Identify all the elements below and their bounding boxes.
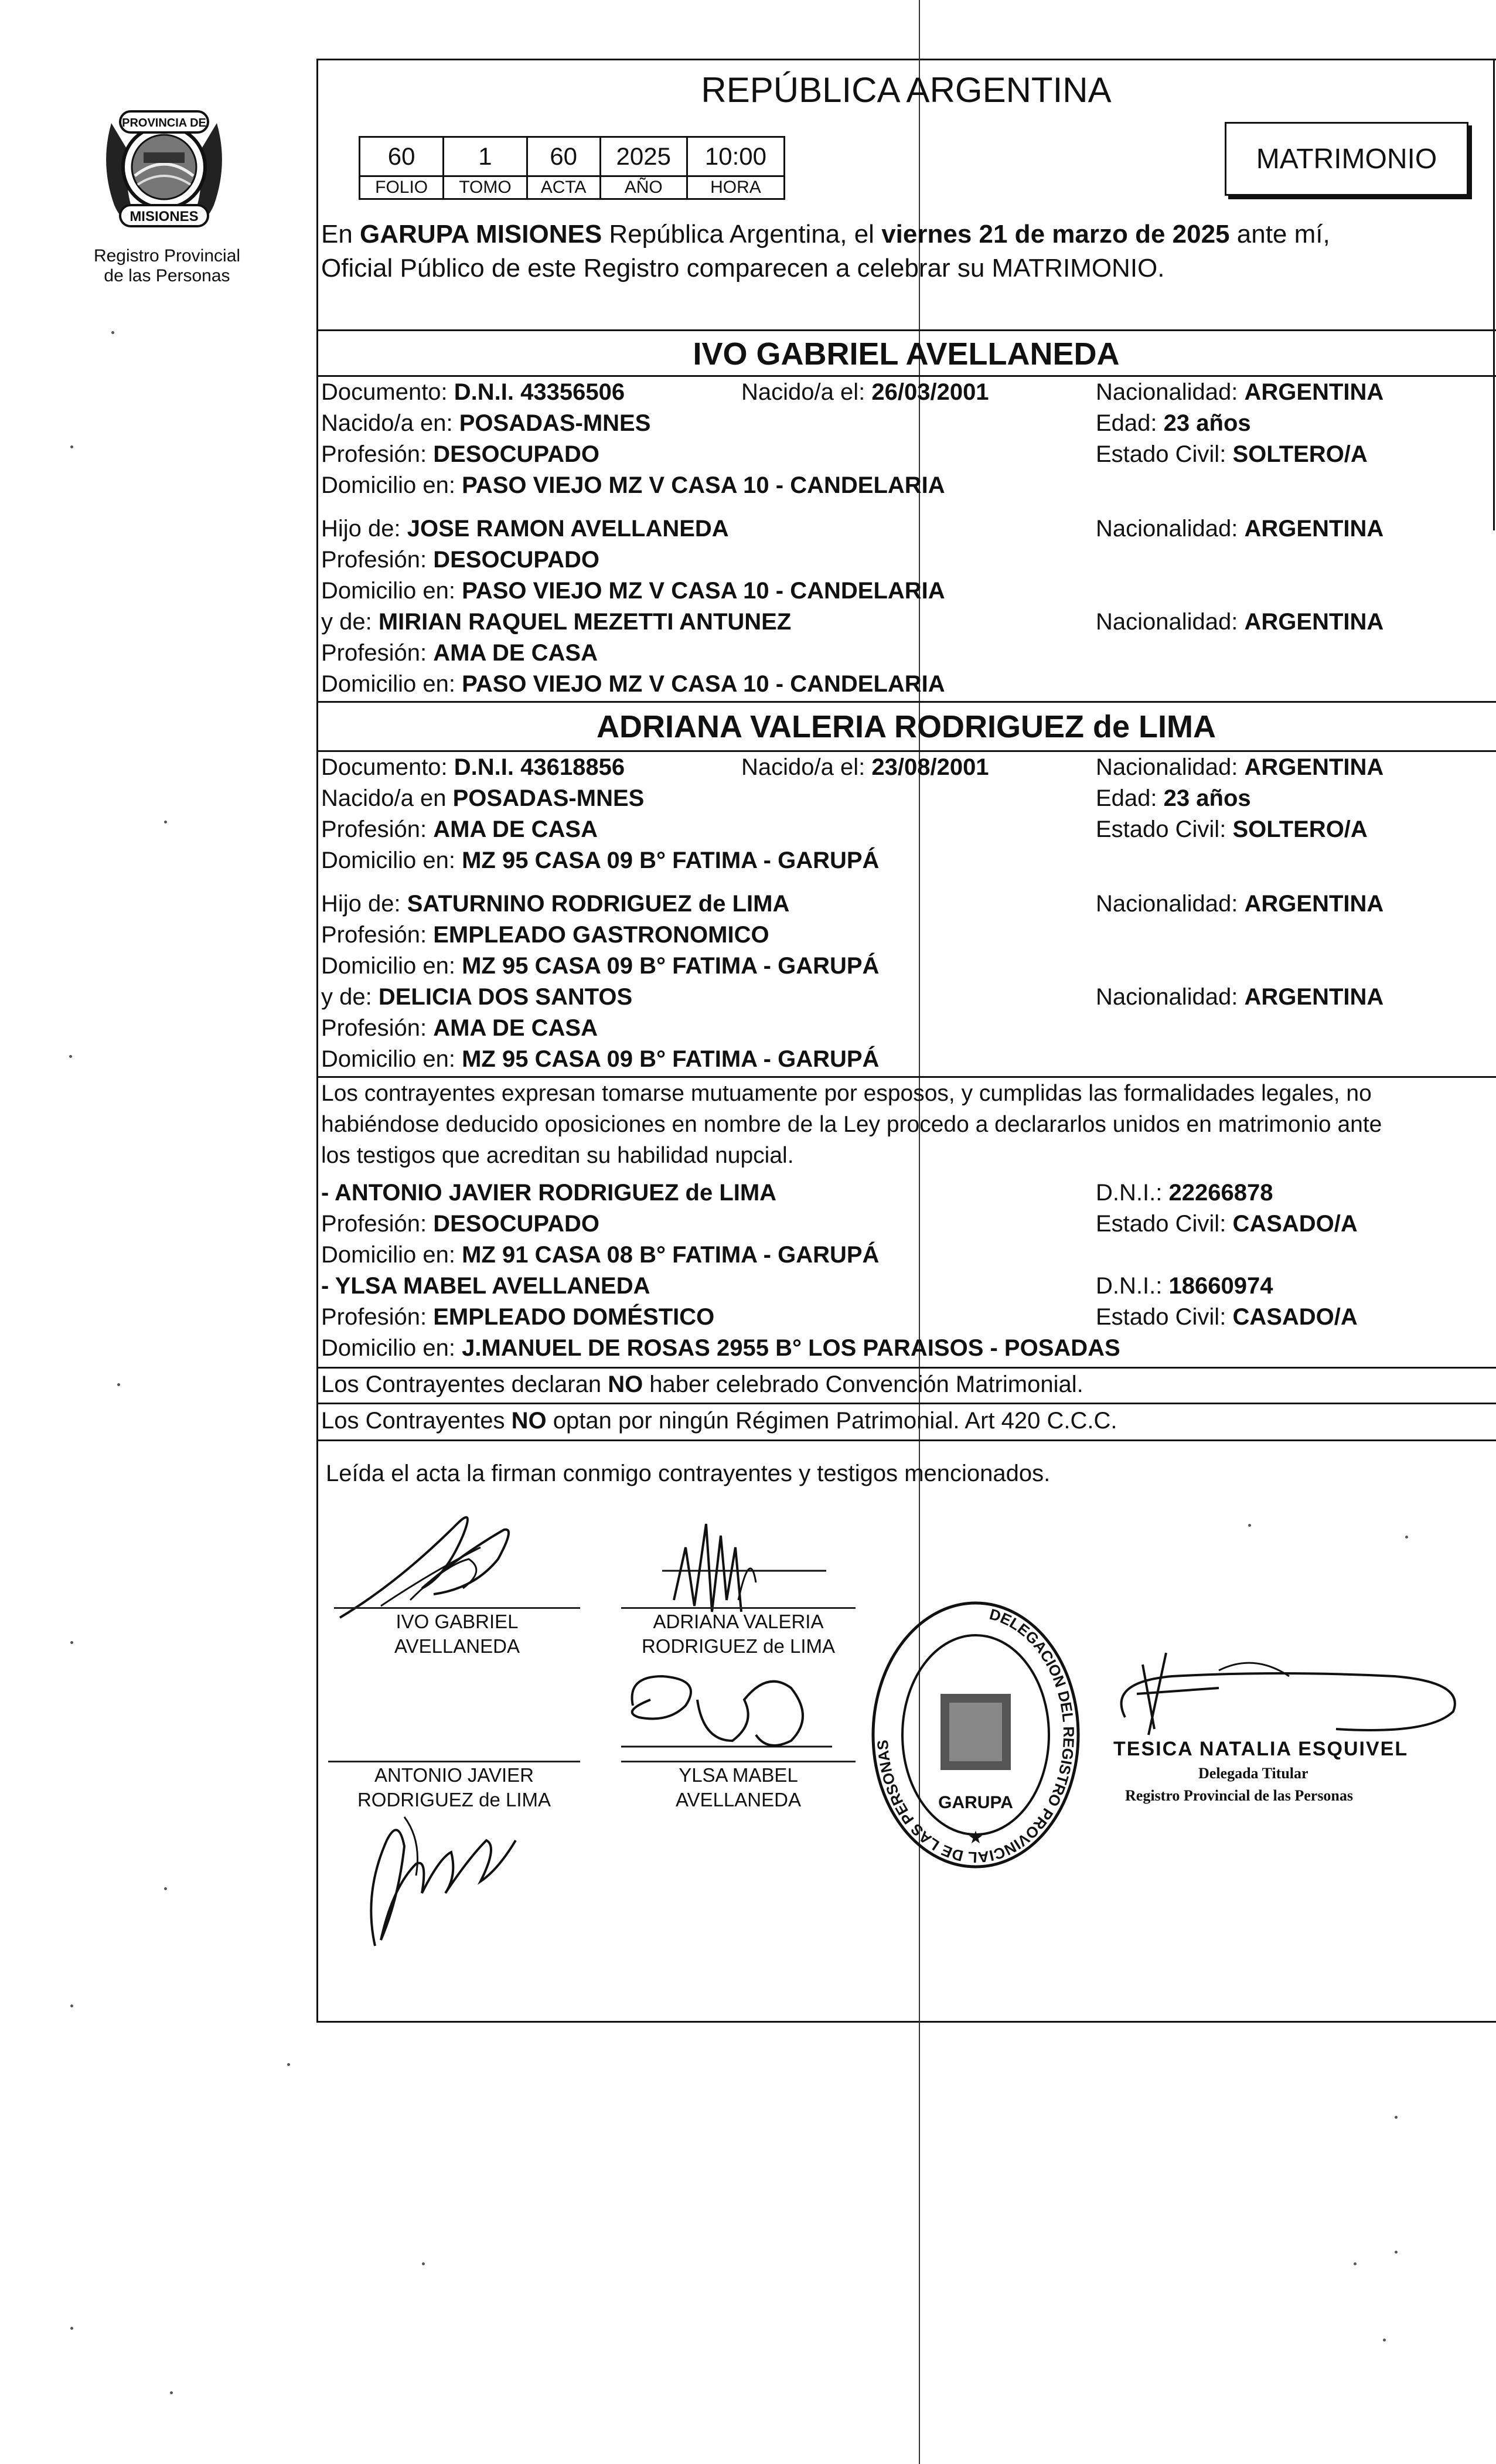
declaration-line-2: habiéndose deducido oposiciones en nombre de la Ley procedo a declararlos unidos en matrimonio ante: [321, 1112, 1382, 1137]
convention1-no: NO: [608, 1371, 643, 1397]
spouse1-nat: ARGENTINA: [1244, 379, 1384, 405]
document-title: REPÚBLICA ARGENTINA: [701, 70, 1112, 110]
intro-text-a: En: [321, 220, 360, 249]
spouse1-civil-label: Estado Civil:: [1096, 441, 1226, 467]
signature-ylsa-name-1: YLSA MABEL: [679, 1764, 798, 1786]
frame-top-line: [316, 59, 1496, 60]
spouse1-mother: MIRIAN RAQUEL MEZETTI ANTUNEZ: [378, 609, 792, 635]
official-office: Registro Provincial de las Personas: [1125, 1787, 1354, 1804]
signature-ylsa: [615, 1665, 838, 1770]
witness1-prof-label: Profesión:: [321, 1211, 427, 1237]
speck: [69, 1055, 72, 1058]
convention2-text-b: optan por ningún Régimen Patrimonial. Art 420 C.C.C.: [546, 1408, 1117, 1434]
signature-antonio-name-2: RODRIGUEZ de LIMA: [357, 1789, 551, 1810]
separator-2: [316, 375, 1496, 377]
spouse2-mother-prof-label: Profesión:: [321, 1015, 427, 1041]
spouse1-age-label: Edad:: [1096, 410, 1157, 436]
intro-place: GARUPA MISIONES: [360, 220, 602, 249]
spouse2-mother-addr: MZ 95 CASA 09 B° FATIMA - GARUPÁ: [462, 1046, 880, 1072]
registry-name-line1: Registro Provincial: [93, 246, 241, 266]
speck: [1395, 2116, 1398, 2119]
witness1-dni: 22266878: [1168, 1180, 1273, 1206]
spouse1-born-in-label: Nacido/a en:: [321, 410, 453, 436]
spouse1-nat-label: Nacionalidad:: [1096, 379, 1238, 405]
separator-8: [316, 1439, 1496, 1441]
spouse2-doc: D.N.I. 43618856: [454, 754, 625, 780]
spouse2-mother-prof: AMA DE CASA: [433, 1015, 598, 1041]
act-type-box: MATRIMONIO: [1225, 122, 1468, 196]
witness2-civil-label: Estado Civil:: [1096, 1304, 1226, 1330]
witness1-addr-label: Domicilio en:: [321, 1242, 455, 1268]
intro-date: viernes 21 de marzo de 2025: [881, 220, 1230, 249]
spouse2-civil-label: Estado Civil:: [1096, 816, 1226, 842]
registry-name-line2: de las Personas: [104, 266, 230, 285]
speck: [422, 2262, 425, 2265]
spouse2-addr: MZ 95 CASA 09 B° FATIMA - GARUPÁ: [462, 848, 880, 873]
witness1-name: - ANTONIO JAVIER RODRIGUEZ de LIMA: [321, 1180, 777, 1206]
spouse1-mother-nat: ARGENTINA: [1244, 609, 1384, 635]
spouse2-addr-label: Domicilio en:: [321, 848, 455, 873]
intro-text-c: ante mí,: [1229, 220, 1330, 249]
signature-label-adriana: [621, 1609, 856, 1659]
acta-label: ACTA: [527, 176, 600, 199]
seal-top-text: PROVINCIA DE: [122, 117, 206, 130]
signature-ivo: [328, 1500, 527, 1624]
spouse1-father: JOSE RAMON AVELLANEDA: [407, 516, 729, 542]
intro-line-2: Oficial Público de este Registro comparecen a celebrar su MATRIMONIO.: [321, 254, 1165, 283]
spouse1-born-in: POSADAS-MNES: [459, 410, 651, 436]
speck: [1395, 2251, 1398, 2254]
spouse1-name: IVO GABRIEL AVELLANEDA: [693, 336, 1120, 372]
separator-3: [316, 701, 1496, 703]
spouse2-prof-label: Profesión:: [321, 816, 427, 842]
spouse1-father-prof-label: Profesión:: [321, 547, 427, 573]
spouse1-mother-label: y de:: [321, 609, 372, 635]
official-title: Delegada Titular: [1198, 1765, 1308, 1782]
spouse2-prof: AMA DE CASA: [433, 816, 598, 842]
folio-label: FOLIO: [360, 176, 444, 199]
spouse1-father-nat-label: Nacionalidad:: [1096, 516, 1238, 542]
witness1-dni-label: D.N.I.:: [1096, 1180, 1163, 1206]
spouse1-father-prof: DESOCUPADO: [433, 547, 599, 573]
stamp-center-text: GARUPA: [938, 1793, 1013, 1812]
stamp-star-icon: ★: [967, 1828, 984, 1847]
signature-ivo-name-2: AVELLANEDA: [394, 1635, 520, 1657]
spouse1-mother-prof: AMA DE CASA: [433, 640, 598, 666]
folio-value: 60: [360, 137, 444, 176]
spouse1-mother-addr: PASO VIEJO MZ V CASA 10 - CANDELARIA: [462, 671, 945, 697]
witness2-addr: J.MANUEL DE ROSAS 2955 B° LOS PARAISOS - POSADAS: [462, 1335, 1120, 1361]
frame-right-line: [1493, 59, 1495, 530]
spouse2-father-nat-label: Nacionalidad:: [1096, 891, 1238, 917]
declaration-line-1: Los contrayentes expresan tomarse mutuamente por esposos, y cumplidas las formalidades legales, no: [321, 1081, 1372, 1106]
spouse2-mother: DELICIA DOS SANTOS: [378, 984, 633, 1010]
separator-5: [316, 1076, 1496, 1078]
signature-label-ivo: [334, 1609, 580, 1659]
signature-ylsa-name-2: AVELLANEDA: [676, 1789, 801, 1810]
signature-line-ivo: [334, 1607, 580, 1609]
spouse2-age: 23 años: [1163, 785, 1251, 811]
spouse1-prof: DESOCUPADO: [433, 441, 599, 467]
signature-ivo-name-1: IVO GABRIEL: [396, 1611, 519, 1632]
spouse2-father-addr: MZ 95 CASA 09 B° FATIMA - GARUPÁ: [462, 953, 880, 979]
speck: [1383, 2339, 1386, 2342]
witness2-name: - YLSA MABEL AVELLANEDA: [321, 1273, 650, 1299]
convention2-no: NO: [511, 1408, 547, 1434]
spouse2-father-nat: ARGENTINA: [1244, 891, 1384, 917]
witness1-civil-label: Estado Civil:: [1096, 1211, 1226, 1237]
speck: [170, 2391, 173, 2394]
separator-1: [316, 329, 1496, 331]
intro-text-b: República Argentina, el: [602, 220, 882, 249]
year-value: 2025: [600, 137, 687, 176]
spouse2-born-in: POSADAS-MNES: [452, 785, 645, 811]
separator-7: [316, 1403, 1496, 1404]
spouse1-addr-label: Domicilio en:: [321, 472, 455, 498]
tomo-value: 1: [444, 137, 527, 176]
speck: [164, 821, 167, 823]
spouse1-father-nat: ARGENTINA: [1244, 516, 1384, 542]
witness2-dni-label: D.N.I.:: [1096, 1273, 1163, 1299]
registry-emblem: [88, 88, 240, 240]
speck: [1405, 1536, 1408, 1539]
hour-value: 10:00: [687, 137, 784, 176]
convention1-text-a: Los Contrayentes declaran: [321, 1371, 608, 1397]
speck: [70, 445, 73, 448]
convention1-text-b: haber celebrado Convención Matrimonial.: [643, 1371, 1083, 1397]
signature-antonio-name-1: ANTONIO JAVIER: [374, 1764, 534, 1786]
tomo-label: TOMO: [444, 176, 527, 199]
spouse2-age-label: Edad:: [1096, 785, 1157, 811]
signature-line-ylsa: [621, 1761, 856, 1762]
closing-statement: Leída el acta la firman conmigo contrayentes y testigos mencionados.: [326, 1461, 1051, 1486]
official-stamp: [864, 1582, 1087, 1876]
signature-official: [1102, 1641, 1488, 1747]
spouse2-born-in-label: Nacido/a en: [321, 785, 447, 811]
speck: [70, 2327, 73, 2330]
witness2-addr-label: Domicilio en:: [321, 1335, 455, 1361]
official-name: TESICA NATALIA ESQUIVEL: [1113, 1738, 1409, 1760]
spouse1-doc: D.N.I. 43356506: [454, 379, 625, 405]
spouse2-name: ADRIANA VALERIA RODRIGUEZ de LIMA: [597, 709, 1216, 744]
speck: [70, 2004, 73, 2007]
speck: [287, 2063, 290, 2066]
signature-antonio: [340, 1805, 539, 1958]
witness2-prof: EMPLEADO DOMÉSTICO: [433, 1304, 715, 1330]
speck: [111, 331, 114, 334]
speck: [1354, 2262, 1357, 2265]
acta-value: 60: [527, 137, 600, 176]
spouse2-mother-label: y de:: [321, 984, 372, 1010]
spouse2-father-addr-label: Domicilio en:: [321, 953, 455, 979]
separator-4: [316, 750, 1496, 752]
province-seal-icon: [88, 88, 240, 240]
witness2-civil: CASADO/A: [1232, 1304, 1358, 1330]
spouse1-age: 23 años: [1163, 410, 1251, 436]
declaration-line-3: los testigos que acreditan su habilidad nupcial.: [321, 1143, 794, 1168]
spouse1-mother-addr-label: Domicilio en:: [321, 671, 455, 697]
spouse2-mother-nat: ARGENTINA: [1244, 984, 1384, 1010]
frame-bottom-line: [316, 2021, 1496, 2023]
signature-line-adriana: [621, 1607, 856, 1609]
witness1-addr: MZ 91 CASA 08 B° FATIMA - GARUPÁ: [462, 1242, 880, 1268]
spouse2-mother-addr-label: Domicilio en:: [321, 1046, 455, 1072]
spouse1-civil: SOLTERO/A: [1232, 441, 1368, 467]
witness2-dni: 18660974: [1168, 1273, 1273, 1299]
spouse2-birth: 23/08/2001: [871, 754, 989, 780]
spouse1-addr: PASO VIEJO MZ V CASA 10 - CANDELARIA: [462, 472, 945, 498]
spouse2-nat-label: Nacionalidad:: [1096, 754, 1238, 780]
separator-6: [316, 1367, 1496, 1369]
spouse1-father-addr-label: Domicilio en:: [321, 578, 455, 604]
speck: [117, 1383, 120, 1386]
spouse2-father: SATURNINO RODRIGUEZ de LIMA: [407, 891, 790, 917]
spouse1-doc-label: Documento:: [321, 379, 448, 405]
registry-name: [82, 246, 252, 286]
spouse1-birth: 26/03/2001: [871, 379, 989, 405]
witness1-prof: DESOCUPADO: [433, 1211, 599, 1237]
signature-adriana-name-2: RODRIGUEZ de LIMA: [641, 1635, 836, 1657]
speck: [70, 1641, 73, 1644]
spouse2-doc-label: Documento:: [321, 754, 448, 780]
signature-line-antonio: [328, 1761, 580, 1762]
spouse1-mother-nat-label: Nacionalidad:: [1096, 609, 1238, 635]
signature-adriana-name-1: ADRIANA VALERIA: [653, 1611, 824, 1632]
spouse2-father-prof: EMPLEADO GASTRONOMICO: [433, 922, 769, 948]
intro-line-1: [321, 218, 1330, 251]
year-label: AÑO: [600, 176, 687, 199]
convention2-text-a: Los Contrayentes: [321, 1408, 512, 1434]
spouse2-civil: SOLTERO/A: [1232, 816, 1368, 842]
spouse1-birth-label: Nacido/a el:: [741, 379, 865, 405]
witness2-prof-label: Profesión:: [321, 1304, 427, 1330]
hour-label: HORA: [687, 176, 784, 199]
spouse1-prof-label: Profesión:: [321, 441, 427, 467]
witness1-civil: CASADO/A: [1232, 1211, 1358, 1237]
speck: [1248, 1524, 1251, 1527]
spouse2-birth-label: Nacido/a el:: [741, 754, 865, 780]
signature-label-ylsa: [621, 1763, 856, 1812]
spouse2-mother-nat-label: Nacionalidad:: [1096, 984, 1238, 1010]
spouse2-father-label: Hijo de:: [321, 891, 401, 917]
spouse1-father-addr: PASO VIEJO MZ V CASA 10 - CANDELARIA: [462, 578, 945, 604]
seal-bottom-text: MISIONES: [130, 209, 199, 224]
stamp-ring-text: DELEGACION DEL REGISTRO PROVINCIAL DE LAS PERSONAS: [873, 1605, 1078, 1867]
spouse1-father-label: Hijo de:: [321, 516, 401, 542]
spouse2-father-prof-label: Profesión:: [321, 922, 427, 948]
spouse1-mother-prof-label: Profesión:: [321, 640, 427, 666]
spouse2-nat: ARGENTINA: [1244, 754, 1384, 780]
record-table: [359, 136, 785, 200]
speck: [164, 1887, 167, 1890]
